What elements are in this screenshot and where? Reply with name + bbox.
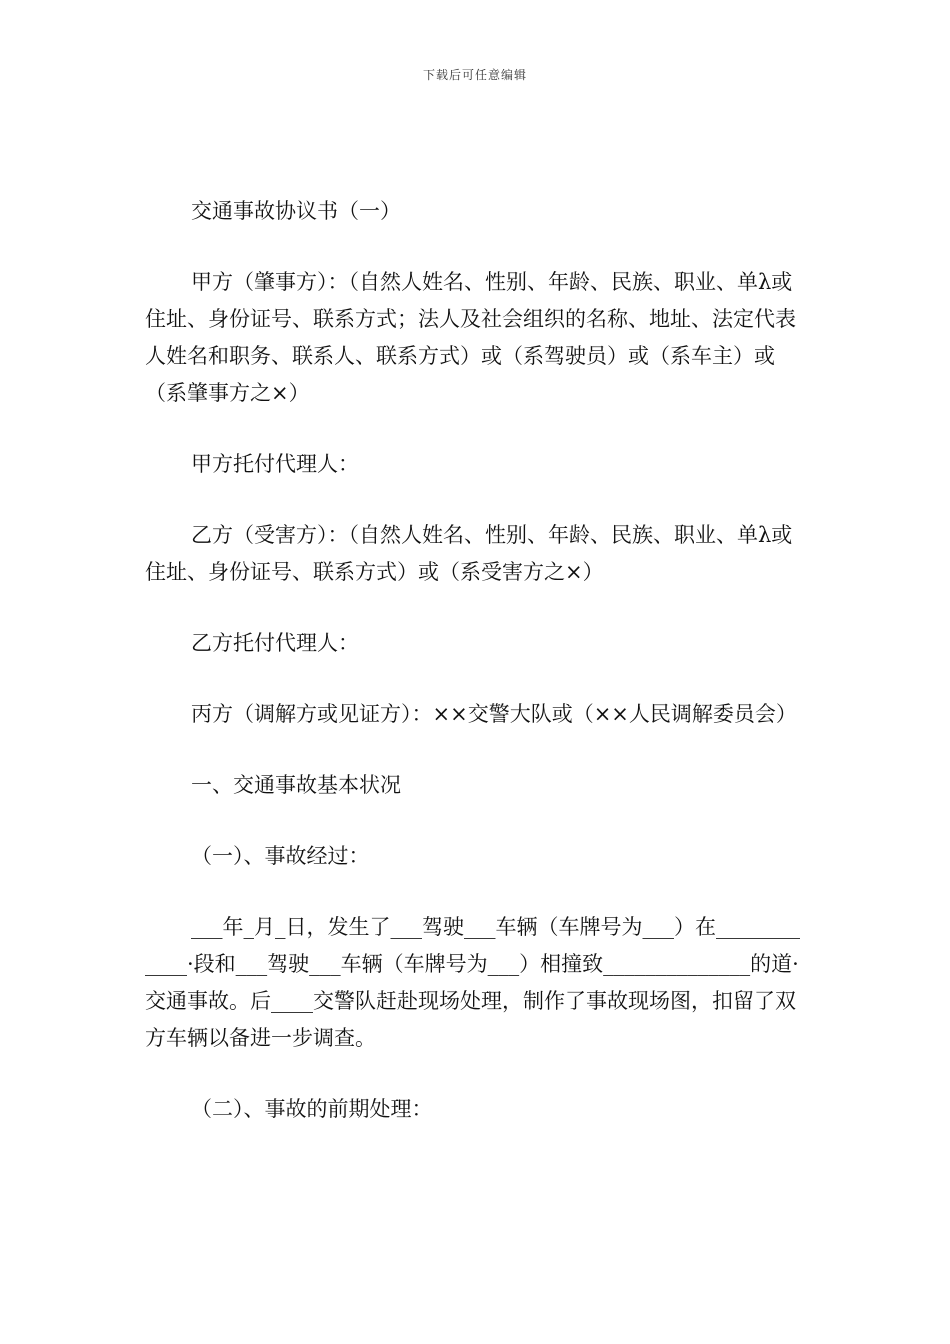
document-title: 交通事故协议书（一） bbox=[191, 199, 401, 223]
section-1-heading: 一、交通事故基本状况 bbox=[191, 773, 401, 797]
page-header: 下载后可任意编辑 bbox=[422, 68, 527, 82]
party-c-paragraph: 丙方（调解方或见证方）：××交警大队或（××人民调解委员会） bbox=[191, 702, 797, 726]
party-a-paragraph: 甲方（肇事方）：（自然人姓名、性别、年龄、民族、职业、单λ或住址、身份证号、联系方式；法人及社会组织的名称、地址、法定代表人姓名和职务、联系人、联系方式）或（系驾驶员）或（系车主）或（系肇事方之×） bbox=[145, 270, 796, 405]
party-a-agent-paragraph: 甲方托付代理人： bbox=[191, 452, 359, 476]
accident-paragraph: ___年_月_日，发生了___驾驶___车辆（车牌号为___）在____________·段和___驾驶___车辆（车牌号为___）相撞致______________的道·交通事故。后____交警队赶赴现场处理，制作了事故现场图，扣留了双方车辆以备进一步调查。 bbox=[145, 915, 800, 1050]
party-b-paragraph: 乙方（受害方）：（自然人姓名、性别、年龄、民族、职业、单λ或住址、身份证号、联系方式）或（系受害方之×） bbox=[145, 523, 793, 584]
subsection-2-heading: （二）、事故的前期处理： bbox=[191, 1097, 433, 1121]
subsection-1-heading: （一）、事故经过： bbox=[191, 844, 370, 868]
party-b-agent-paragraph: 乙方托付代理人： bbox=[191, 631, 359, 655]
document-body bbox=[145, 193, 810, 1128]
